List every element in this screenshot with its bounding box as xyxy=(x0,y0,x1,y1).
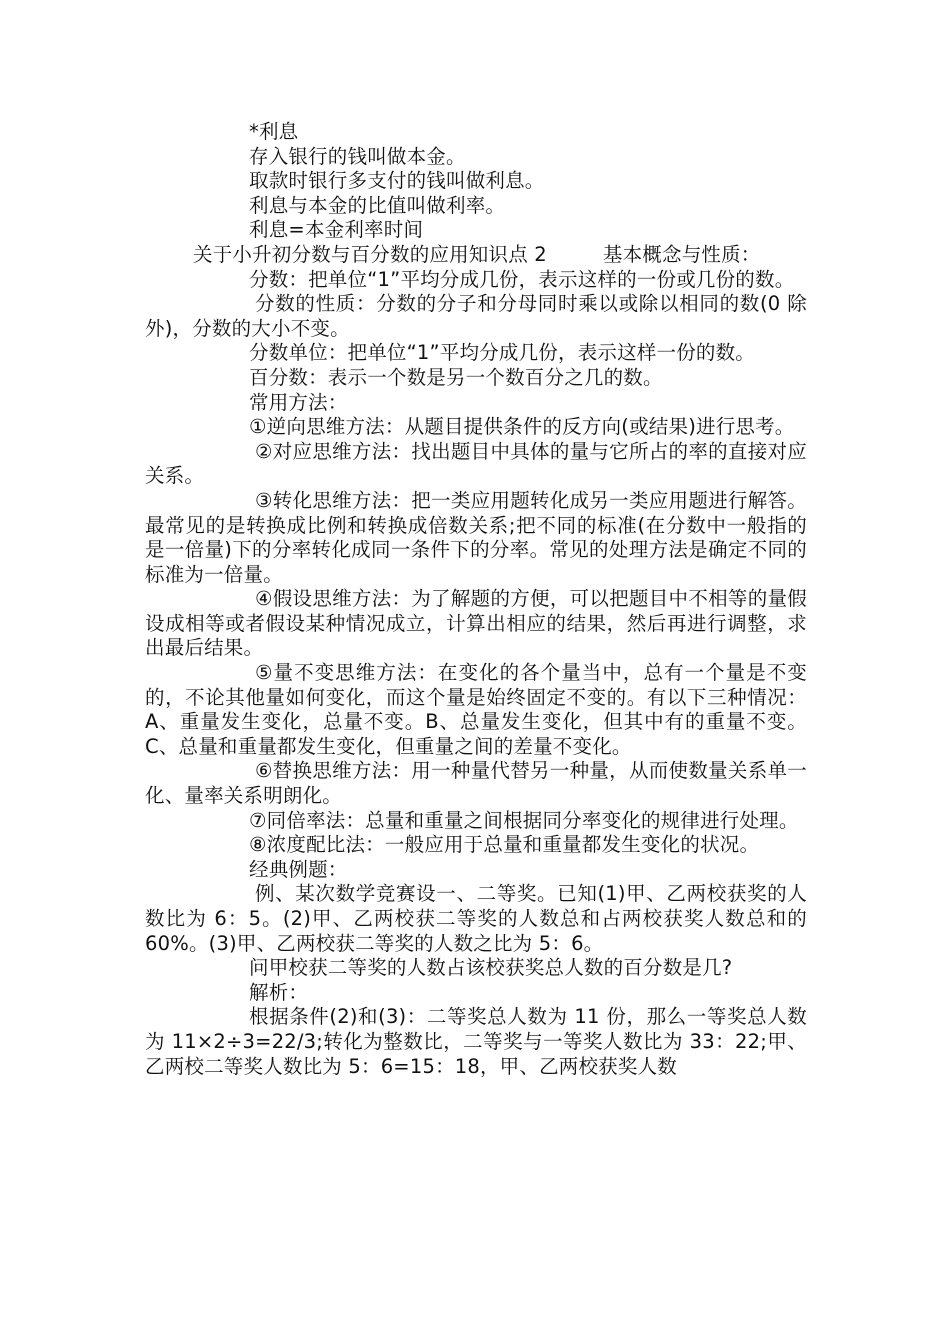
section-title: 关于小升初分数与百分数的应用知识点 2 xyxy=(193,242,547,266)
para-method-2: ②对应思维方法：找出题目中具体的量与它所占的率的直接对应关系。 xyxy=(145,439,807,488)
para-method-4: ④假设思维方法：为了解题的方便，可以把题目中不相等的量假设成相等或者假设某种情况成立，计算出相应的结果，然后再进行调整，求出最后结果。 xyxy=(145,587,807,660)
para-example-problem: 例、某次数学竞赛设一、二等奖。已知(1)甲、乙两校获奖的人数比为 6：5。(2)甲、乙两校获二等奖的人数总和占两校获奖人数总和的 60%。(3)甲、乙两校获二等奖的人数之比为 5：6。 xyxy=(145,882,807,955)
para-analysis-heading: 解析： xyxy=(249,980,309,1004)
line-interest-rate: 利息与本金的比值叫做利率。 xyxy=(249,193,506,217)
para-fraction-unit: 分数单位：把单位“1”平均分成几份，表示这样一份的数。 xyxy=(249,341,756,365)
para-fraction-property: 分数的性质：分数的分子和分母同时乘以或除以相同的数(0 除外)，分数的大小不变。 xyxy=(145,292,807,340)
line-interest: 取款时银行多支付的钱叫做利息。 xyxy=(249,169,545,193)
para-method-1: ①逆向思维方法：从题目提供条件的反方向(或结果)进行思考。 xyxy=(249,415,795,439)
para-method-3: ③转化思维方法：把一类应用题转化成另一类应用题进行解答。最常见的是转换成比例和转换成倍数关系;把不同的标准(在分数中一般指的是一倍量)下的分率转化成同一条件下的分率。常见的处理方法是确定不同的标准为一倍量。 xyxy=(145,488,807,586)
para-common-methods: 常用方法： xyxy=(249,390,348,414)
para-method-8: ⑧浓度配比法：一般应用于总量和重量都发生变化的状况。 xyxy=(249,833,760,857)
para-percentage: 百分数：表示一个数是另一个数百分之几的数。 xyxy=(249,365,663,389)
line-interest-formula: 利息=本金利率时间 xyxy=(249,218,424,242)
section-heading xyxy=(145,243,807,268)
line-interest-title: *利息 xyxy=(249,120,299,143)
para-method-7: ⑦同倍率法：总量和重量之间根据同分率变化的规律进行处理。 xyxy=(249,808,799,832)
document-body xyxy=(145,120,807,1079)
para-example-question: 问甲校获二等奖的人数占该校获奖总人数的百分数是几? xyxy=(249,956,733,980)
para-examples-heading: 经典例题： xyxy=(249,857,348,881)
line-principal: 存入银行的钱叫做本金。 xyxy=(249,144,466,168)
para-fraction-definition: 分数：把单位“1”平均分成几份，表示这样的一份或几份的数。 xyxy=(249,267,795,291)
para-method-5: ⑤量不变思维方法：在变化的各个量当中，总有一个量是不变的，不论其他量如何变化，而这个量是始终固定不变的。有以下三种情况：A、重量发生变化，总量不变。B、总量发生变化，但其中有的重量不变。C、总量和重量都发生变化，但重量之间的差量不变化。 xyxy=(145,661,807,758)
para-method-6: ⑥替换思维方法：用一种量代替另一种量，从而使数量关系单一化、量率关系明朗化。 xyxy=(145,759,807,808)
para-analysis-body: 根据条件(2)和(3)：二等奖总人数为 11 份，那么一等奖总人数为 11×2÷3=22/3;转化为整数比，二等奖与一等奖人数比为 33：22;甲、乙两校二等奖人数比为 5：6=15：18，甲、乙两校获奖人数 xyxy=(145,1005,807,1078)
section-subtitle: 基本概念与性质： xyxy=(602,242,761,266)
